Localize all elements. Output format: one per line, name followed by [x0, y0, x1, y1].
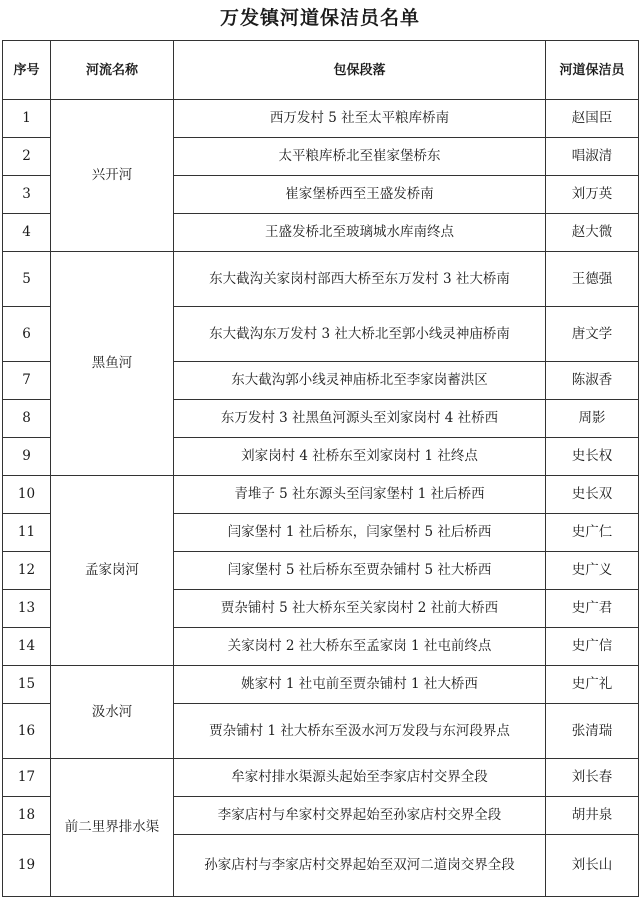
river-name: 前二里界排水渠	[51, 759, 174, 897]
row-segment: 闫家堡村 5 社后桥东至贾杂铺村 5 社大桥西	[174, 552, 546, 590]
row-cleaner: 胡井泉	[546, 797, 639, 835]
row-segment: 孙家店村与李家店村交界起始至双河二道岗交界全段	[174, 835, 546, 897]
row-seq: 1	[3, 100, 51, 138]
row-segment: 贾杂铺村 1 社大桥东至汲水河万发段与东河段界点	[174, 704, 546, 759]
row-cleaner: 史广仁	[546, 514, 639, 552]
river-name: 兴开河	[51, 100, 174, 252]
table-row	[3, 476, 639, 514]
river-name: 汲水河	[51, 666, 174, 759]
row-segment: 关家岗村 2 社大桥东至孟家岗 1 社屯前终点	[174, 628, 546, 666]
row-segment: 李家店村与牟家村交界起始至孙家店村交界全段	[174, 797, 546, 835]
row-cleaner: 史长双	[546, 476, 639, 514]
row-segment: 崔家堡桥西至王盛发桥南	[174, 176, 546, 214]
row-cleaner: 刘万英	[546, 176, 639, 214]
row-cleaner: 史广义	[546, 552, 639, 590]
river-name: 孟家岗河	[51, 476, 174, 666]
table-header-row	[3, 41, 639, 100]
row-cleaner: 史长权	[546, 438, 639, 476]
row-segment: 东万发村 3 社黑鱼河源头至刘家岗村 4 社桥西	[174, 400, 546, 438]
row-seq: 7	[3, 362, 51, 400]
row-seq: 11	[3, 514, 51, 552]
header-seq: 序号	[3, 41, 51, 100]
row-segment: 青堆子 5 社东源头至闫家堡村 1 社后桥西	[174, 476, 546, 514]
row-segment: 太平粮库桥北至崔家堡桥东	[174, 138, 546, 176]
row-cleaner: 赵国臣	[546, 100, 639, 138]
row-seq: 2	[3, 138, 51, 176]
row-seq: 15	[3, 666, 51, 704]
row-segment: 闫家堡村 1 社后桥东，闫家堡村 5 社后桥西	[174, 514, 546, 552]
row-cleaner: 史广信	[546, 628, 639, 666]
table-row	[3, 100, 639, 138]
row-segment: 贾杂铺村 5 社大桥东至关家岗村 2 社前大桥西	[174, 590, 546, 628]
row-segment: 姚家村 1 社屯前至贾杂铺村 1 社大桥西	[174, 666, 546, 704]
row-segment: 东大截沟东万发村 3 社大桥北至郭小线灵神庙桥南	[174, 307, 546, 362]
document-title: 万发镇河道保洁员名单	[219, 7, 420, 29]
row-cleaner: 赵大微	[546, 214, 639, 252]
row-segment: 牟家村排水渠源头起始至李家店村交界全段	[174, 759, 546, 797]
table-row	[3, 759, 639, 797]
row-seq: 6	[3, 307, 51, 362]
row-seq: 16	[3, 704, 51, 759]
row-cleaner: 刘长春	[546, 759, 639, 797]
river-name: 黑鱼河	[51, 252, 174, 476]
row-cleaner: 唱淑清	[546, 138, 639, 176]
header-segment: 包保段落	[174, 41, 546, 100]
row-seq: 14	[3, 628, 51, 666]
row-seq: 12	[3, 552, 51, 590]
row-cleaner: 唐文学	[546, 307, 639, 362]
row-cleaner: 刘长山	[546, 835, 639, 897]
header-river: 河流名称	[51, 41, 174, 100]
row-cleaner: 史广君	[546, 590, 639, 628]
row-seq: 10	[3, 476, 51, 514]
table-row	[3, 252, 639, 307]
cleaner-roster-table	[2, 40, 639, 897]
row-seq: 19	[3, 835, 51, 897]
row-cleaner: 张清瑞	[546, 704, 639, 759]
row-seq: 3	[3, 176, 51, 214]
row-cleaner: 王德强	[546, 252, 639, 307]
row-seq: 17	[3, 759, 51, 797]
header-cleaner: 河道保洁员	[546, 41, 639, 100]
row-segment: 刘家岗村 4 社桥东至刘家岗村 1 社终点	[174, 438, 546, 476]
row-cleaner: 周影	[546, 400, 639, 438]
row-cleaner: 史广礼	[546, 666, 639, 704]
row-seq: 18	[3, 797, 51, 835]
row-seq: 13	[3, 590, 51, 628]
table-row	[3, 666, 639, 704]
row-segment: 东大截沟关家岗村部西大桥至东万发村 3 社大桥南	[174, 252, 546, 307]
row-seq: 5	[3, 252, 51, 307]
row-segment: 西万发村 5 社至太平粮库桥南	[174, 100, 546, 138]
row-seq: 4	[3, 214, 51, 252]
row-seq: 9	[3, 438, 51, 476]
row-segment: 东大截沟郭小线灵神庙桥北至李家岗蓄洪区	[174, 362, 546, 400]
row-seq: 8	[3, 400, 51, 438]
row-cleaner: 陈淑香	[546, 362, 639, 400]
row-segment: 王盛发桥北至玻璃城水库南终点	[174, 214, 546, 252]
